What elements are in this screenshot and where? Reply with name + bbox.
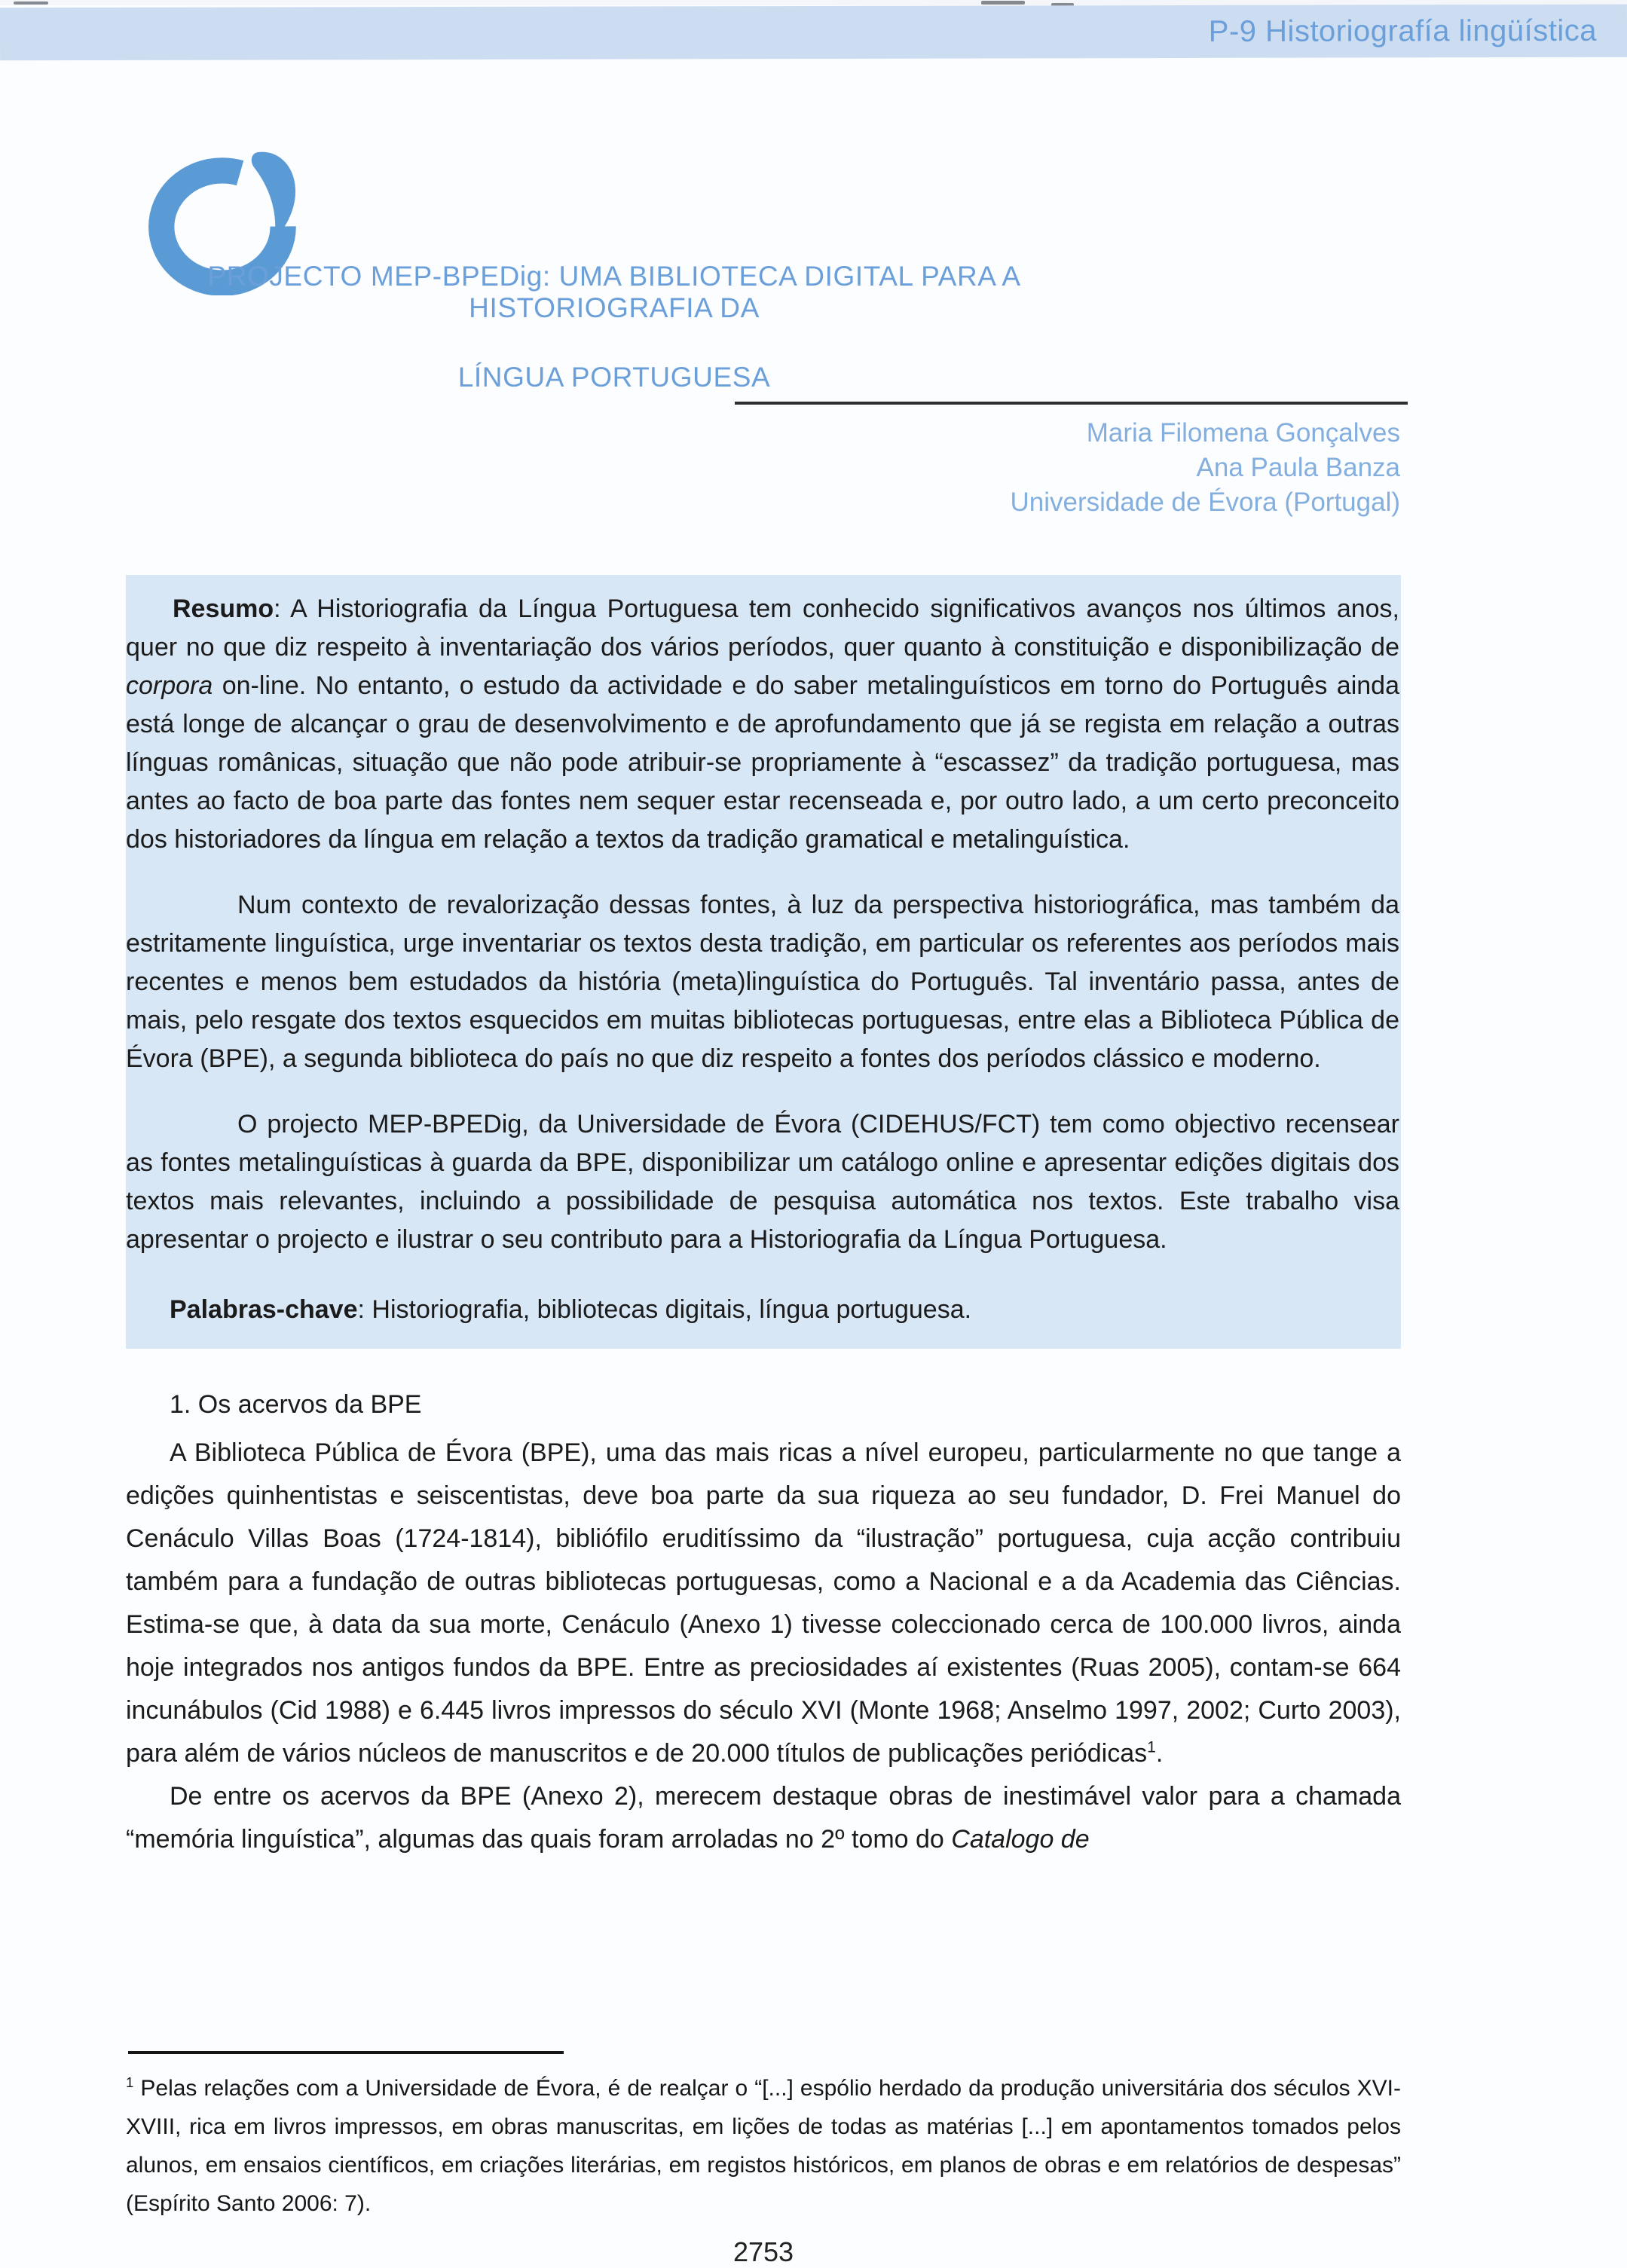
text-column bbox=[126, 575, 1401, 1861]
author-separator-rule bbox=[735, 402, 1408, 405]
body-paragraph-1: A Biblioteca Pública de Évora (BPE), uma das mais ricas a nível europeu, particularmente no que tange a edições quinhentistas e seiscentistas, deve boa parte da sua riqueza ao seu fundador, D. Frei Manuel do Cenáculo Villas Boas (1724-1814), bibliófilo eruditíssimo da “ilustração” portuguesa, cuja acção contribuiu também para a fundação de outras bibliotecas portuguesas, como a Nacional e a da Academia das Ciências. Estima-se que, à data da sua morte, Cenáculo (Anexo 1) tivesse coleccionado cerca de 100.000 livros, ainda hoje integrados nos antigos fundos da BPE. Entre as preciosidades aí existentes (Ruas 2005), contam-se 664 incunábulos (Cid 1988) e 6.445 livros impressos do século XVI (Monte 1968; Anselmo 1997, 2002; Curto 2003), para além de vários núcleos de manuscritos e de 20.000 títulos de publicações periódicas$^1$. bbox=[126, 1438, 1401, 1768]
keywords-line: Palabras-chave: Historiografia, bibliotecas digitais, língua portuguesa. bbox=[170, 1295, 972, 1324]
body-paragraph-2: De entre os acervos da BPE (Anexo 2), merecem destaque obras de inestimável valor para a chamada “memória linguística”, algumas das quais foram arroladas no 2º tomo do Catalogo de bbox=[126, 1782, 1401, 1854]
abstract-block bbox=[126, 575, 1401, 1349]
footnote-separator-rule bbox=[128, 2051, 564, 2054]
header-band bbox=[0, 5, 1627, 61]
author-name: Maria Filomena Gonçalves bbox=[1086, 418, 1400, 448]
paper-title bbox=[113, 261, 1115, 393]
abstract-paragraph-3: O projecto MEP-BPEDig, da Universidade de Évora (CIDEHUS/FCT) tem como objectivo recensear as fontes metalinguísticas à guarda da BPE, disponibilizar um catálogo online e apresentar edições digitais dos textos mais relevantes, incluindo a possibilidade de pesquisa automática nos textos. Este trabalho visa apresentar o projecto e ilustrar o seu contributo para a Historiografia da Língua Portuguesa. bbox=[126, 1110, 1399, 1254]
section-1-body bbox=[126, 1432, 1401, 1861]
scan-artifact bbox=[14, 2, 48, 5]
abstract-paragraph-2: Num contexto de revalorização dessas fontes, à luz da perspectiva historiográfica, mas também da estritamente linguística, urge inventariar os textos desta tradição, em particular os referentes aos períodos mais recentes e menos bem estudados da história (meta)linguística do Português. Tal inventário passa, antes de mais, pelo resgate dos textos esquecidos em muitas bibliotecas portuguesas, entre elas a Biblioteca Pública de Évora (BPE), a segunda biblioteca do país no que diz respeito a fontes dos períodos clássico e moderno. bbox=[126, 891, 1399, 1073]
author-affiliation: Universidade de Évora (Portugal) bbox=[1010, 488, 1400, 517]
scan-artifact bbox=[981, 1, 1025, 5]
paper-title-line2: LÍNGUA PORTUGUESA bbox=[457, 362, 771, 393]
header-session-label: P-9 Historiografía lingüística bbox=[1208, 14, 1598, 48]
section-1-heading: 1. Os acervos da BPE bbox=[170, 1390, 422, 1419]
page-number: 2753 bbox=[732, 2236, 794, 2267]
author-block bbox=[678, 416, 1400, 520]
author-name: Ana Paula Banza bbox=[1196, 453, 1400, 482]
footnote-1: $^1$ Pelas relações com a Universidade de Évora, é de realçar o “[...] espólio herdado da produção universitária dos séculos XVI-XVIII, rica em livros impressos, em obras manuscritas, em lições de todas as matérias [...] em apontamentos tomados pelos alunos, em ensaios científicos, em criações literárias, em registos históricos, em planos de obras e em relatórios de despesas” (Espírito Santo 2006: 7). bbox=[126, 2074, 1401, 2216]
abstract-paragraph-1: Resumo: A Historiografia da Língua Portuguesa tem conhecido significativos avanços nos últimos anos, quer no que diz respeito à inventariação dos vários períodos, quer quanto à constituição e disponibilização de corpora on-line. No entanto, o estudo da actividade e do saber metalinguísticos em torno do Português ainda está longe de alcançar o grau de desenvolvimento e de aprofundamento que já se regista em relação a outras línguas românicas, situação que não pode atribuir-se propriamente à “escassez” da tradição portuguesa, mas antes ao facto de boa parte das fontes nem sequer estar recenseada e, por outro lado, a um certo preconceito dos historiadores da língua em relação a textos da tradição gramatical e metalinguística. bbox=[126, 595, 1399, 854]
paper-title-line1: PROJECTO MEP-BPEDig: UMA BIBLIOTECA DIGITAL PARA A HISTORIOGRAFIA DA bbox=[207, 261, 1021, 323]
